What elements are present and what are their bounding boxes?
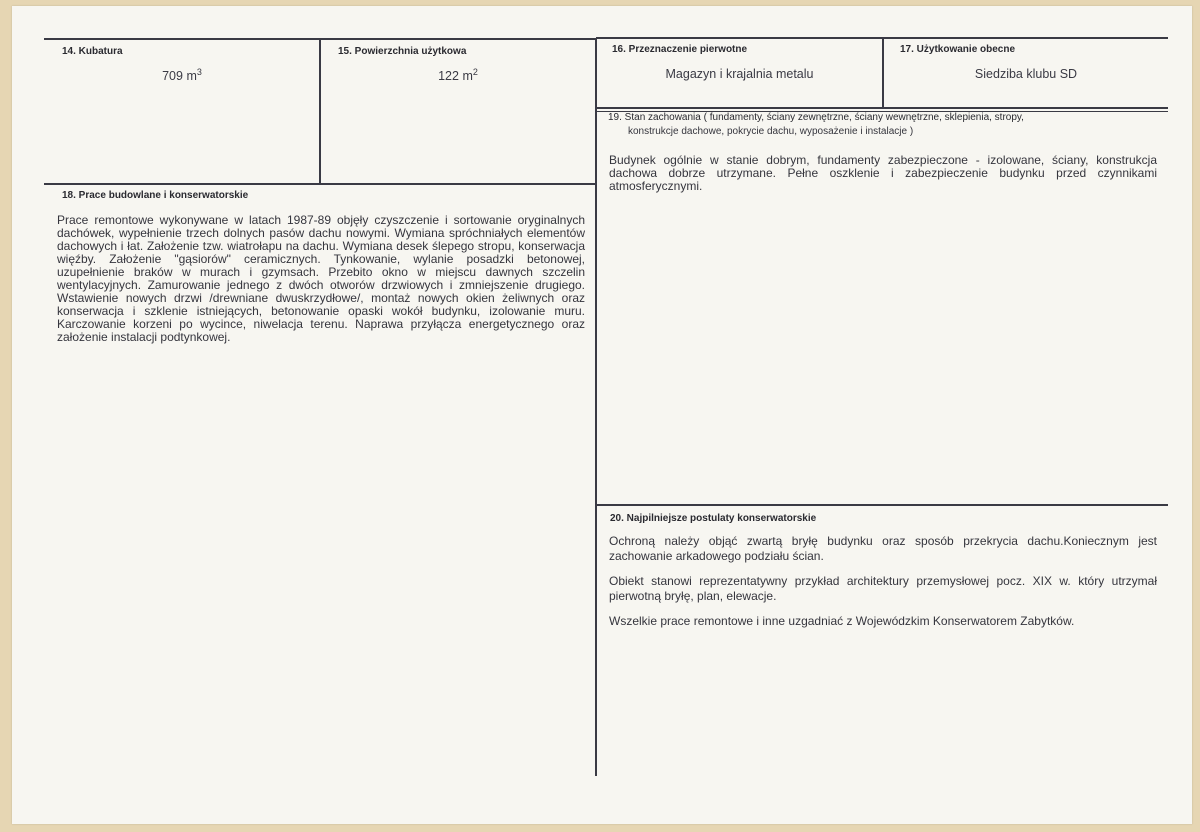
field-17-label: 17. Użytkowanie obecne bbox=[900, 44, 1016, 55]
field-14-value bbox=[44, 67, 320, 83]
field-19-label: 19. Stan zachowania ( fundamenty, ściany zewnętrzne, ściany wewnętrzne, sklepienia, stropy, bbox=[608, 112, 1024, 123]
area-unit-exponent: 2 bbox=[472, 67, 478, 77]
field-20-paragraph: Obiekt stanowi reprezentatywny przykład architektury przemysłowej pocz. XIX w. który utrzymał pierwotną bryłę, plan, elewacje. bbox=[609, 574, 1157, 603]
divider-16-19 bbox=[596, 107, 1168, 109]
field-20-paragraph: Wszelkie prace remontowe i inne uzgadniać z Wojewódzkim Konserwatorem Zabytków. bbox=[609, 614, 1075, 628]
field-14-label: 14. Kubatura bbox=[62, 46, 123, 57]
area-value: 122 m bbox=[438, 69, 473, 83]
field-16-value: Magazyn i krajalnia metalu bbox=[665, 67, 814, 81]
field-15-value bbox=[320, 67, 596, 83]
field-17-value: Siedziba klubu SD bbox=[974, 67, 1078, 81]
field-18-label: 18. Prace budowlane i konserwatorskie bbox=[62, 190, 249, 201]
field-20-label: 20. Najpilniejsze postulaty konserwatorskie bbox=[610, 513, 817, 524]
divider-14-15 bbox=[319, 39, 321, 184]
record-card bbox=[12, 6, 1192, 824]
field-19-text: Budynek ogólnie w stanie dobrym, fundamenty zabezpieczone - izolowane, ściany, konstrukcja dachowa dobrze utrzymane. Pełne oszklenie i zabezpieczenie budynku przed czynnikami atmosferycznymi. bbox=[609, 153, 1157, 193]
field-19-label-continued: konstrukcje dachowe, pokrycie dachu, wyposażenie i instalacje ) bbox=[628, 126, 914, 137]
divider-19-20 bbox=[596, 504, 1168, 506]
volume-unit-exponent: 3 bbox=[196, 67, 202, 77]
field-16-label: 16. Przeznaczenie pierwotne bbox=[612, 44, 748, 55]
field-18-text: Prace remontowe wykonywane w latach 1987-89 objęły czyszczenie i sortowanie oryginalnych dachówek, wypełnienie trzech dolnych pasów dachu nowymi. Wymiana spróchniałych elementów dachowych i łat. Założenie tzw. wiatrołapu na dachu. Wymiana desek ślepego stropu, konserwacja więźby. Założenie "gąsiorów" ceramicznych. Tynkowanie, wylanie posadzki betonowej, uzupełnienie braków w murach i gzymsach. Przebito okno w miejscu dawnych szczelin wentylacyjnych. Zamurowanie jednego z dwóch otworów drzwiowych i zmniejszenie drugiego. Wstawienie nowych drzwi /drewniane dwuskrzydłowe/, montaż nowych okien żeliwnych oraz konserwacja i szklenie istniejących, betonowanie opaski wokół budynku, izolowanie muru. Karczowanie korzeni po wycince, niwelacja terenu. Naprawa przyłącza energetycznego oraz założenie instalacji podtynkowej. bbox=[57, 213, 585, 344]
divider-14-18 bbox=[44, 183, 596, 185]
field-15-label: 15. Powierzchnia użytkowa bbox=[338, 46, 467, 57]
volume-value: 709 m bbox=[162, 69, 197, 83]
field-20-paragraph: Ochroną należy objąć zwartą bryłę budynku oraz sposób przekrycia dachu.Koniecznym jest zachowanie arkadowego podziału ścian. bbox=[609, 534, 1157, 563]
center-divider bbox=[595, 38, 597, 776]
